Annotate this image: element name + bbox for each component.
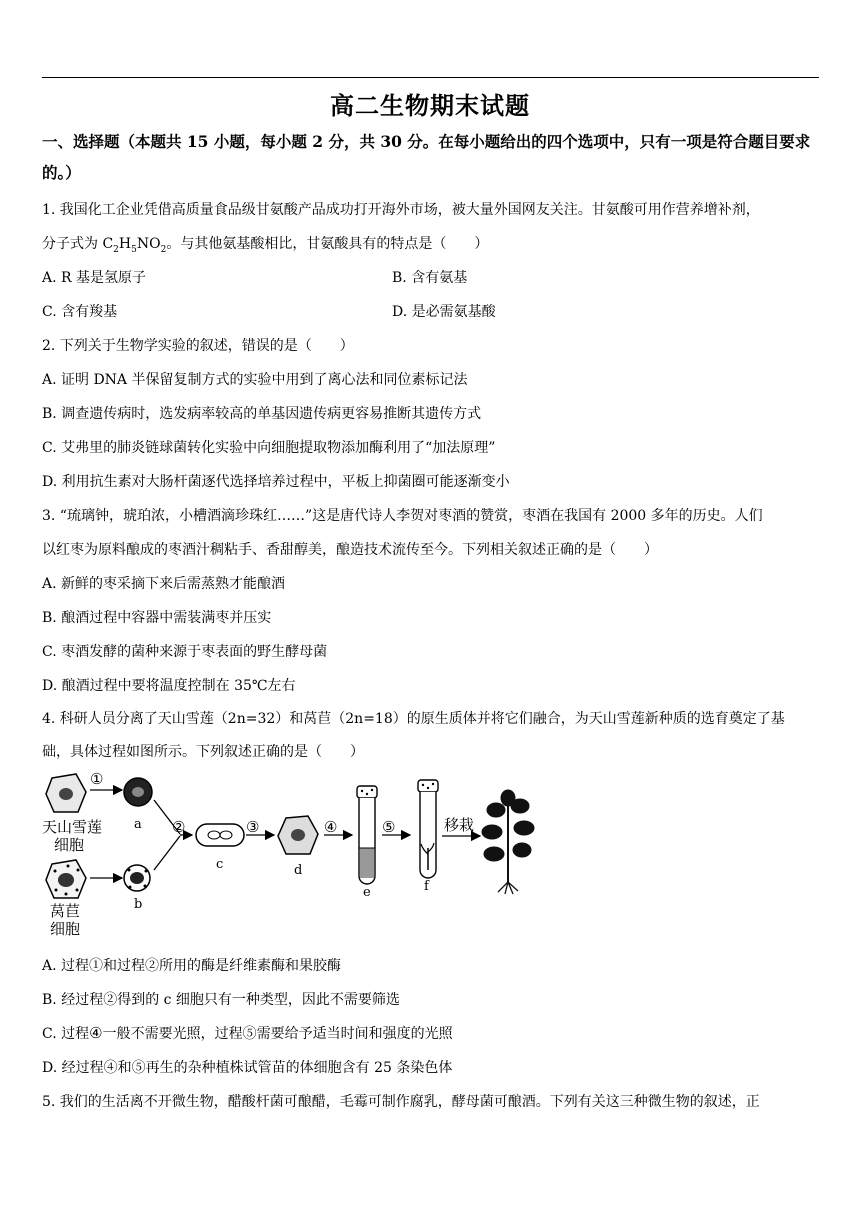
- q4-option-a: A. 过程①和过程②所用的酶是纤维素酶和果胶酶: [42, 958, 342, 974]
- hybrid-cell-d: [278, 816, 318, 854]
- snow-lotus-cell: [46, 774, 86, 812]
- merge-line-bottom: [154, 836, 180, 870]
- q2-option-a: A. 证明 DNA 半保留复制方式的实验中用到了离心法和同位素标记法: [42, 372, 468, 388]
- step4-label: ④: [324, 818, 338, 836]
- q4-option-d: D. 经过程④和⑤再生的杂种植株试管苗的体细胞含有 25 条染色体: [42, 1060, 453, 1076]
- q4-option-b: B. 经过程②得到的 c 细胞只有一种类型，因此不需要筛选: [42, 992, 400, 1008]
- snow-lotus-label-line2: 细胞: [54, 836, 85, 854]
- q2-stem: 2. 下列关于生物学实验的叙述，错误的是（ ）: [42, 338, 354, 354]
- step3-label: ③: [246, 818, 260, 836]
- q2-option-c: C. 艾弗里的肺炎链球菌转化实验中向细胞提取物添加酶利用了“加法原理”: [42, 440, 496, 456]
- q2-option-d: D. 利用抗生素对大肠杆菌逐代选择培养过程中，平板上抑菌圈可能逐渐变小: [42, 474, 510, 490]
- top-rule: [42, 77, 819, 78]
- label-d: d: [294, 863, 303, 878]
- q4-stem-line2: 础，具体过程如图所示。下列叙述正确的是（ ）: [42, 744, 364, 760]
- step1-label: ①: [90, 770, 104, 788]
- q3-stem-line1: 3. “琉璃钟，琥珀浓，小槽酒滴珍珠红……”这是唐代诗人李贺对枣酒的赞赏，枣酒在我国有 2000 多年的历史。人们: [42, 508, 763, 524]
- label-c: c: [216, 857, 224, 872]
- page-title: 高二生物期末试题: [330, 91, 530, 120]
- hybrid-plant: [482, 790, 534, 894]
- lettuce-label-line2: 细胞: [50, 920, 81, 938]
- q3-option-a: A. 新鲜的枣采摘下来后需蒸熟才能酿酒: [42, 576, 286, 592]
- protoplast-fusion-diagram: [42, 770, 542, 940]
- q3-option-b: B. 酿酒过程中容器中需装满枣并压实: [42, 610, 272, 626]
- section-heading: 一、选择题（本题共 15 小题，每小题 2 分，共 30 分。在每小题给出的四个选项中，只有一项是符合题目要求的。）: [42, 132, 811, 182]
- q1-option-c: C. 含有羧基: [42, 304, 118, 320]
- q1-option-d: D. 是必需氨基酸: [392, 304, 496, 320]
- protoplast-a: [124, 778, 152, 806]
- q1-option-b: B. 含有氨基: [392, 270, 468, 286]
- label-a: a: [134, 817, 142, 832]
- lettuce-label-line1: 莴苣: [50, 902, 81, 920]
- test-tube-f: [418, 780, 438, 878]
- snow-lotus-label-line1: 天山雪莲: [42, 818, 103, 836]
- fused-cell-c: [196, 824, 244, 846]
- q1-option-a: A. R 基是氢原子: [42, 270, 147, 286]
- step2-label: ②: [172, 818, 186, 836]
- step5-label: ⑤: [382, 818, 396, 836]
- q2-option-b: B. 调查遗传病时，选发病率较高的单基因遗传病更容易推断其遗传方式: [42, 406, 482, 422]
- label-f: f: [424, 879, 429, 894]
- q3-stem-line2: 以红枣为原料酿成的枣酒汁稠粘手、香甜醇美，酿造技术流传至今。下列相关叙述正确的是（ ）: [42, 542, 658, 558]
- transplant-label: 移栽: [444, 816, 475, 834]
- label-e: e: [363, 885, 371, 900]
- q4-option-c: C. 过程④一般不需要光照，过程⑤需要给予适当时间和强度的光照: [42, 1024, 453, 1042]
- q3-option-c: C. 枣酒发酵的菌种来源于枣表面的野生酵母菌: [42, 644, 328, 660]
- q1-stem-line2: 分子式为 $C_2H_5NO_2$。与其他氨基酸相比，甘氨酸具有的特点是（ ）: [42, 236, 489, 255]
- q3-option-d: D. 酿酒过程中要将温度控制在 35℃左右: [42, 678, 296, 694]
- q5-stem: 5. 我们的生活离不开微生物，醋酸杆菌可酿醋，毛霉可制作腐乳，酵母菌可酿酒。下列有关这三种微生物的叙述，正: [42, 1094, 760, 1110]
- q4-stem-line1: 4. 科研人员分离了天山雪莲（2n=32）和莴苣（2n=18）的原生质体并将它们融合，为天山雪莲新种质的选育奠定了基: [42, 711, 785, 727]
- label-b: b: [134, 897, 143, 912]
- test-tube-e: [357, 786, 377, 884]
- protoplast-b: [124, 865, 150, 891]
- lettuce-cell: [46, 860, 86, 898]
- q1-stem-line1: 1. 我国化工企业凭借高质量食品级甘氨酸产品成功打开海外市场，被大量外国网友关注。甘氨酸可用作营养增补剂，: [42, 202, 760, 218]
